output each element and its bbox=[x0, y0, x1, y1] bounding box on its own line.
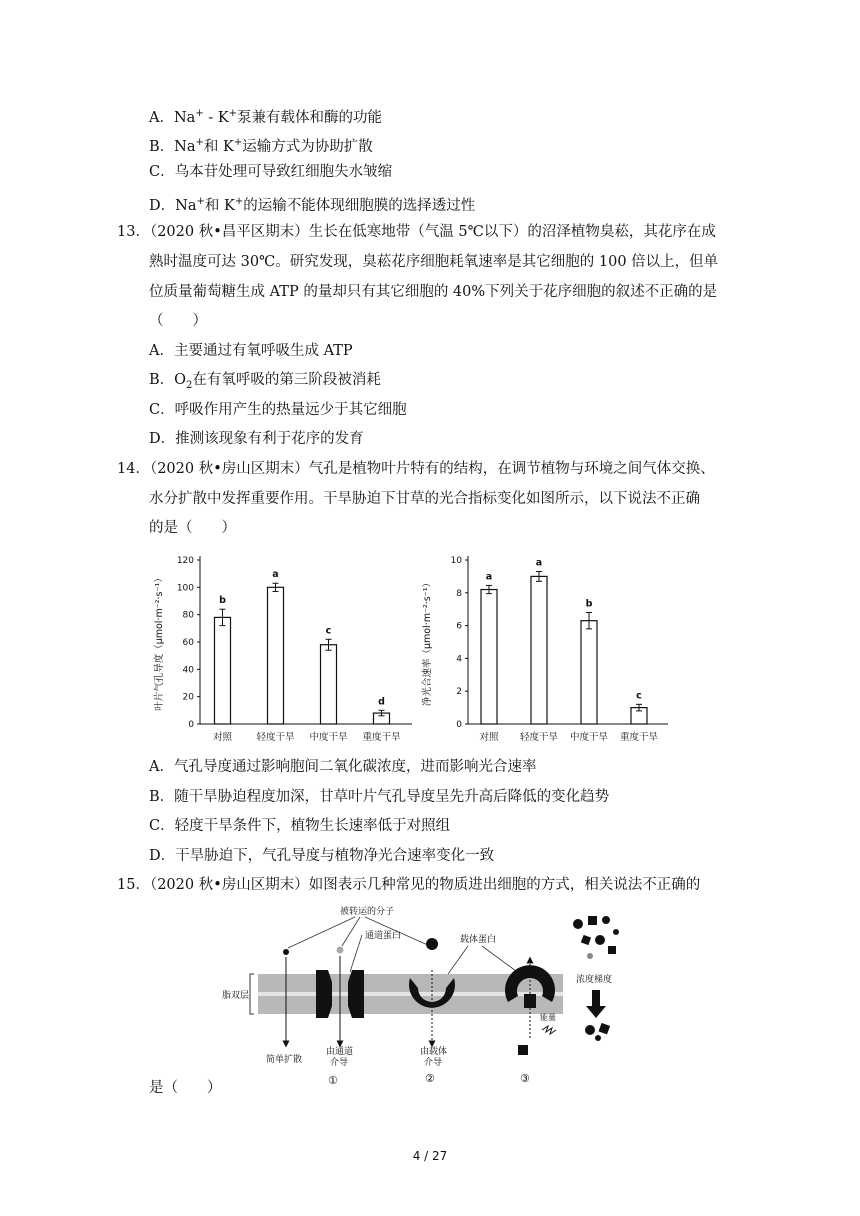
molecule-label: 被转运的分子 bbox=[340, 907, 395, 917]
carrier-label: 载体蛋白 bbox=[460, 935, 497, 945]
channel-molecule-dot bbox=[337, 947, 344, 954]
x-tick-label: 轻度干旱 bbox=[256, 732, 295, 743]
x-tick-label: 重度干旱 bbox=[362, 732, 401, 743]
y-tick-label: 0 bbox=[188, 720, 194, 730]
simple-diffusion-label: 简单扩散 bbox=[266, 1055, 303, 1065]
q13-option-b: B．$O_2$在有氧呼吸的第三阶段被消耗 bbox=[149, 372, 381, 391]
channel-protein-left bbox=[316, 970, 332, 1018]
q14-stem-line2: 水分扩散中发挥重要作用。干旱胁迫下甘草的光合指标变化如图所示，以下说法不正确 bbox=[149, 491, 700, 507]
significance-letter: a bbox=[272, 569, 279, 581]
y-tick-label: 120 bbox=[176, 556, 194, 566]
x-tick-label: 重度干旱 bbox=[619, 732, 659, 743]
svg-text:③: ③ bbox=[520, 1072, 530, 1085]
svg-text:由通道: 由通道 bbox=[326, 1047, 354, 1057]
significance-letter: a bbox=[535, 557, 543, 569]
y-tick-label: 60 bbox=[182, 638, 194, 648]
y-tick-label: 40 bbox=[182, 665, 194, 676]
bar bbox=[481, 590, 497, 724]
q13-stem-line3: 位质量葡萄糖生成 ATP 的量却只有其它细胞的 40%下列关于花序细胞的叙述不正确的是 bbox=[149, 284, 718, 300]
svg-text:介导: 介导 bbox=[330, 1058, 349, 1068]
gradient-label: 浓度梯度 bbox=[576, 975, 613, 985]
q13-option-c: C．呼吸作用产生的热量远少于其它细胞 bbox=[149, 402, 407, 418]
y-tick-label: 8 bbox=[456, 588, 462, 599]
bar bbox=[581, 621, 597, 724]
net-photosynthesis-chart bbox=[418, 548, 678, 753]
q14-option-d: D．干旱胁迫下，气孔导度与植物净光合速率变化一致 bbox=[149, 848, 495, 864]
q14-stem-line1: 14．（2020 秋•房山区期末）气孔是植物叶片特有的结构，在调节植物与环境之间气体交换、 bbox=[117, 461, 715, 477]
energy-squiggle bbox=[542, 1026, 556, 1034]
svg-text:②: ② bbox=[425, 1072, 435, 1085]
bilayer-lower-band bbox=[258, 996, 563, 1014]
significance-letter: c bbox=[325, 625, 332, 637]
q12-option-a: A．Na+ - K+泵兼有载体和酶的功能 bbox=[149, 108, 383, 126]
q13-option-a: A．主要通过有氧呼吸生成 ATP bbox=[149, 343, 353, 359]
y-tick-label: 4 bbox=[456, 654, 462, 665]
q14-option-a: A．气孔导度通过影响胞间二氧化碳浓度，进而影响光合速率 bbox=[149, 759, 537, 775]
q14-option-c: C．轻度干旱条件下，植物生长速率低于对照组 bbox=[149, 818, 451, 834]
q14-option-b: B．随干旱胁迫程度加深，甘草叶片气孔导度呈先升高后降低的变化趋势 bbox=[149, 789, 610, 805]
bar bbox=[321, 645, 337, 724]
x-tick-label: 对照 bbox=[212, 732, 233, 743]
significance-letter: b bbox=[585, 598, 593, 610]
significance-letter: c bbox=[636, 690, 642, 702]
q13-stem-line4: （ ） bbox=[149, 313, 207, 329]
bar bbox=[215, 617, 231, 724]
svg-text:介导: 介导 bbox=[424, 1058, 443, 1068]
x-tick-label: 中度干旱 bbox=[309, 732, 348, 743]
channel-label: 通道蛋白 bbox=[365, 931, 402, 941]
y-axis-label: 净光合速率（μmol·m⁻²·s⁻¹） bbox=[422, 577, 433, 707]
q14-stem-line3: 的是（ ） bbox=[149, 520, 236, 536]
transported-square bbox=[518, 1045, 528, 1055]
q12-option-d: D．Na+和 K+的运输不能体现细胞膜的选择透过性 bbox=[149, 196, 476, 214]
y-tick-label: 100 bbox=[176, 583, 194, 594]
bar bbox=[268, 587, 284, 724]
q13-stem-line2: 熟时温度可达 30℃。研究发现，臭菘花序细胞耗氧速率是其它细胞的 100 倍以上，但单 bbox=[149, 254, 719, 270]
q12-option-b: B．Na+和 K+运输方式为协助扩散 bbox=[149, 137, 373, 155]
q12-option-c: C．乌本苷处理可导致红细胞失水皱缩 bbox=[149, 164, 393, 180]
gradient-arrow bbox=[586, 990, 606, 1018]
q13-stem-line1: 13．（2020 秋•昌平区期末）生长在低寒地带（气温 5℃以下）的沼泽植物臭菘，其花序在成 bbox=[117, 224, 716, 240]
y-tick-label: 0 bbox=[456, 720, 462, 730]
x-tick-label: 轻度干旱 bbox=[519, 732, 559, 743]
bilayer-label: 脂双层 bbox=[222, 991, 250, 1001]
y-tick-label: 2 bbox=[456, 687, 462, 698]
page-number: 4 / 27 bbox=[412, 1149, 448, 1163]
carrier-molecule-ball bbox=[426, 938, 438, 950]
bar bbox=[531, 576, 547, 724]
y-tick-label: 10 bbox=[450, 556, 462, 566]
svg-text:能量: 能量 bbox=[540, 1013, 556, 1022]
significance-letter: d bbox=[378, 696, 385, 708]
x-tick-label: 对照 bbox=[479, 732, 499, 743]
y-tick-label: 20 bbox=[182, 692, 194, 703]
svg-text:①: ① bbox=[328, 1074, 338, 1087]
stomatal-conductance-chart bbox=[150, 548, 420, 753]
small-molecule-dot bbox=[283, 949, 289, 955]
channel-protein-right bbox=[348, 970, 364, 1018]
q15-stem-line2: 是（ ） bbox=[149, 1080, 222, 1096]
y-tick-label: 6 bbox=[456, 621, 462, 632]
membrane-transport-diagram bbox=[220, 902, 640, 1087]
y-tick-label: 80 bbox=[182, 610, 194, 621]
significance-letter: a bbox=[485, 571, 493, 583]
significance-letter: b bbox=[219, 595, 226, 607]
svg-text:由载体: 由载体 bbox=[420, 1047, 448, 1057]
q13-option-d: D．推测该现象有利于花序的发育 bbox=[149, 431, 364, 447]
y-axis-label: 叶片气孔导度（μmol·m⁻²·s⁻¹） bbox=[154, 573, 165, 711]
q15-stem-line1: 15．（2020 秋•房山区期末）如图表示几种常见的物质进出细胞的方式，相关说法不正确的 bbox=[117, 877, 701, 893]
x-tick-label: 中度干旱 bbox=[569, 732, 609, 743]
